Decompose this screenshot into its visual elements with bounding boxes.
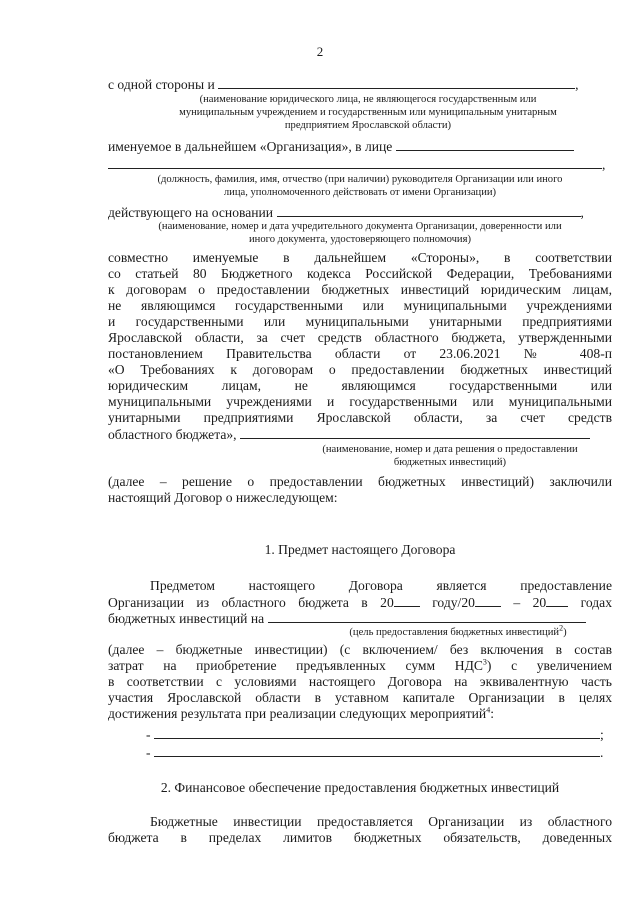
body-line-1: совместно именуемые в дальнейшем «Стороны», в соответствии bbox=[108, 250, 612, 265]
caption-basis-2: иного документа, удостоверяющего полномочия) bbox=[248, 234, 472, 245]
section-1-line-8: достижения результата при реализации следующих мероприятий$^4$: bbox=[108, 705, 494, 721]
section-1-line-7: участия Ярославской области в уставном капитале Организации в целях bbox=[108, 690, 612, 705]
body-line-7: постановлением Правительства области от 23.06.2021 № 408-п bbox=[108, 346, 612, 361]
organization-name-blank bbox=[218, 76, 575, 89]
caption-decision-2: бюджетных инвестиций) bbox=[393, 457, 507, 468]
caption-goal: (цель предоставления бюджетных инвестиций$^2$) bbox=[349, 623, 567, 638]
section-2-line-2: бюджета в пределах лимитов бюджетных обязательств, доведенных bbox=[108, 830, 612, 845]
decision-blank bbox=[240, 426, 590, 439]
section-1-line-2: Организации из областного бюджета в 20 году/20 – 20 годах bbox=[108, 595, 613, 610]
measure-blank-2 bbox=[154, 744, 600, 757]
caption-basis-1: (наименование, номер и дата учредительного документа Организации, доверенности или bbox=[158, 221, 562, 232]
body-line-6: Ярославской области, за счет средств областного бюджета, утвержденными bbox=[108, 330, 612, 345]
measure-item-1: - ; bbox=[146, 727, 604, 742]
body-line-3: к договорам о предоставлении бюджетных инвестиций юридическим лицам, bbox=[108, 282, 612, 297]
party-organization-line: с одной стороны и , bbox=[108, 77, 579, 92]
basis-blank bbox=[277, 204, 581, 217]
caption-organization-2: муниципальным учреждением и государственным или муниципальным унитарным bbox=[179, 107, 557, 118]
body-line-5: и государственными или муниципальными унитарными предприятиями bbox=[108, 314, 612, 329]
section-1-line-4: (далее – бюджетные инвестиции) (с включением/ без включения в состав bbox=[108, 642, 612, 657]
representative-blank-1 bbox=[396, 138, 574, 151]
caption-representative-2: лица, уполномоченного действовать от имени Организации) bbox=[223, 187, 497, 198]
section-2-line-1: Бюджетные инвестиции предоставляется Организации из областного bbox=[150, 814, 612, 829]
caption-decision-1: (наименование, номер и дата решения о предоставлении bbox=[322, 444, 578, 455]
section-1-line-6: в соответствии с условиями настоящего Договора на эквивалентную часть bbox=[108, 674, 612, 689]
section-1-line-3: бюджетных инвестиций на bbox=[108, 610, 612, 627]
body-line-11: унитарными предприятиями Ярославской области, за счет средств bbox=[108, 410, 612, 425]
body-line-4: не являющимся государственными или муниципальными учреждениями bbox=[108, 298, 612, 313]
body-line-10: муниципальными учреждениями и государственными или муниципальными bbox=[108, 394, 612, 409]
page-number: 2 bbox=[316, 44, 324, 59]
decision-after-1: (далее – решение о предоставлении бюджетных инвестиций) заключили bbox=[108, 474, 612, 489]
body-line-9: юридическим лицам, не являющимся государственными или bbox=[108, 378, 612, 393]
year-blank-2 bbox=[475, 594, 501, 607]
representative-blank-2 bbox=[108, 156, 602, 169]
section-1-heading: 1. Предмет настоящего Договора bbox=[264, 542, 456, 557]
goal-blank bbox=[268, 610, 586, 623]
measure-item-2: - . bbox=[146, 745, 604, 760]
representative-line: именуемое в дальнейшем «Организация», в лице bbox=[108, 138, 612, 155]
representative-line-2: , bbox=[108, 156, 612, 173]
section-2-heading: 2. Финансовое обеспечение предоставления бюджетных инвестиций bbox=[160, 780, 560, 795]
body-line-8: «О Требованиях к договорам о предоставлении бюджетных инвестиций bbox=[108, 362, 612, 377]
body-line-2: со статьей 80 Бюджетного кодекса Российской Федерации, Требованиями bbox=[108, 266, 612, 281]
section-1-line-1: Предметом настоящего Договора является предоставление bbox=[150, 578, 612, 593]
year-blank-3 bbox=[546, 594, 568, 607]
caption-organization-1: (наименование юридического лица, не являющегося государственным или bbox=[199, 94, 537, 105]
section-1-line-5: затрат на приобретение предъявленных сумм НДС$^3$) с увеличением bbox=[108, 657, 612, 673]
decision-after-2: настоящий Договор о нижеследующем: bbox=[108, 490, 338, 505]
caption-organization-3: предприятием Ярославской области) bbox=[284, 120, 452, 131]
decision-line: областного бюджета», bbox=[108, 426, 612, 443]
basis-line: действующего на основании , bbox=[108, 205, 584, 220]
measure-blank-1 bbox=[154, 726, 600, 739]
year-blank-1 bbox=[394, 594, 420, 607]
caption-representative-1: (должность, фамилия, имя, отчество (при наличии) руководителя Организации или иного bbox=[157, 174, 563, 185]
